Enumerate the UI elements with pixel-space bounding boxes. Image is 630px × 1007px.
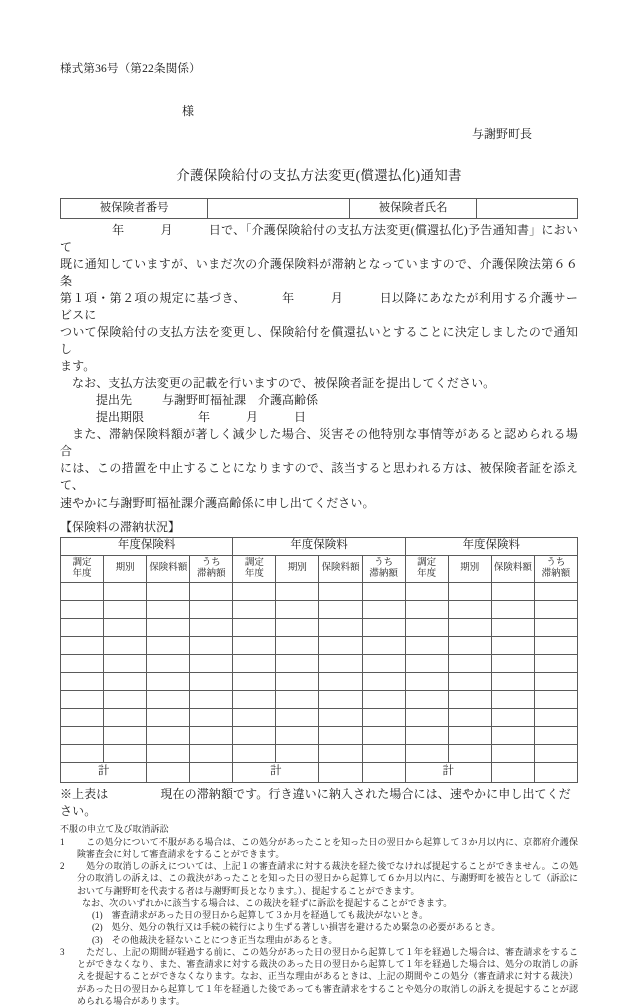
delinquency-cell[interactable] xyxy=(362,654,405,672)
delinquency-cell[interactable] xyxy=(491,672,534,690)
delinquency-cell[interactable] xyxy=(190,636,233,654)
appeal-item-1-number: 1 xyxy=(60,836,65,847)
delinquency-cell[interactable] xyxy=(362,744,405,762)
delinquency-cell[interactable] xyxy=(276,636,319,654)
appeal-item-1-line-2: 険審査会に対して審査請求をすることができます。 xyxy=(77,849,285,859)
delinquency-cell[interactable] xyxy=(319,726,362,744)
col-line1: 調定 xyxy=(417,558,437,569)
body-line-3 xyxy=(60,290,578,324)
total-label-3: 計 xyxy=(405,762,491,782)
delinquency-cell[interactable] xyxy=(147,600,190,618)
delinquency-cell[interactable] xyxy=(362,672,405,690)
cancellation-line-1: また、滞納保険料額が著しく減少した場合、災害その他特別な事情等があると認められる場合 xyxy=(60,427,578,459)
delinquency-cell[interactable] xyxy=(61,636,104,654)
table-row xyxy=(61,744,578,762)
delinquency-cell[interactable] xyxy=(534,726,577,744)
deadline-year-unit: 年 xyxy=(198,410,211,425)
delinquency-cell[interactable] xyxy=(319,708,362,726)
insured-person-table xyxy=(60,198,578,219)
delinquency-cell[interactable] xyxy=(405,582,448,600)
delinquency-cell[interactable] xyxy=(534,600,577,618)
delinquency-cell[interactable] xyxy=(233,582,276,600)
delinquency-cell[interactable] xyxy=(405,690,448,708)
column-header-premium-3: 保険料額 xyxy=(491,555,534,582)
delinquency-cell[interactable] xyxy=(276,690,319,708)
delinquency-cell[interactable] xyxy=(491,600,534,618)
insured-number-value[interactable] xyxy=(208,199,350,219)
delinquency-table-foot xyxy=(61,762,578,782)
note-rest: 現在の滞納額です。行き違いに納入された場合には、速やかに申し出てください。 xyxy=(60,786,571,818)
appeal-item-2-line-2: 分の取消しの訴えは、この裁決があったことを知った日の翌日から起算して６か月以内に、与謝野町を被告として（訴訟に xyxy=(77,873,578,884)
delinquency-cell[interactable] xyxy=(147,726,190,744)
delinquency-cell[interactable] xyxy=(276,582,319,600)
column-header-assessment-year-3 xyxy=(405,555,448,582)
table-row xyxy=(61,654,578,672)
col-line2: 年度 xyxy=(244,568,264,579)
delinquency-cell[interactable] xyxy=(448,654,491,672)
notice-body xyxy=(60,222,578,375)
total-row xyxy=(61,762,578,782)
col-line2: 滞納額 xyxy=(541,568,571,579)
column-header-term-3: 期別 xyxy=(448,555,491,582)
delinquency-cell[interactable] xyxy=(276,726,319,744)
total-overdue-3[interactable] xyxy=(534,762,577,782)
delinquency-cell[interactable] xyxy=(233,708,276,726)
delinquency-cell[interactable] xyxy=(491,726,534,744)
cancellation-line-2: には、この措置を中止することになりますので、該当すると思われる方は、被保険者証を添えて、 xyxy=(60,461,578,493)
delinquency-cell[interactable] xyxy=(534,744,577,762)
column-header-term-1: 期別 xyxy=(104,555,147,582)
delinquency-cell[interactable] xyxy=(147,636,190,654)
delinquency-cell[interactable] xyxy=(147,744,190,762)
submit-notice-paragraph: なお、支払方法変更の記載を行いますので、被保険者証を提出してください。 xyxy=(72,376,496,391)
table-row xyxy=(61,618,578,636)
delinquency-cell[interactable] xyxy=(233,636,276,654)
delinquency-cell[interactable] xyxy=(534,690,577,708)
delinquency-cell[interactable] xyxy=(448,690,491,708)
total-premium-1[interactable] xyxy=(147,762,190,782)
appeal-item-3-text xyxy=(77,946,578,1007)
delinquency-cell[interactable] xyxy=(362,600,405,618)
appeal-item-3-line-2: とができなくなり、また、審査請求に対する裁決のあった日の翌日から起算して１年を経過した場合は、処分の取消しの訴 xyxy=(77,959,578,970)
delinquency-cell[interactable] xyxy=(448,726,491,744)
appeal-section xyxy=(60,823,578,1007)
delinquency-cell[interactable] xyxy=(448,582,491,600)
delinquency-cell[interactable] xyxy=(362,582,405,600)
delinquency-cell[interactable] xyxy=(61,618,104,636)
insured-name-label: 被保険者氏名 xyxy=(350,199,477,219)
delinquency-cell[interactable] xyxy=(61,690,104,708)
delinquency-cell[interactable] xyxy=(233,690,276,708)
column-header-term-2: 期別 xyxy=(276,555,319,582)
delinquency-cell[interactable] xyxy=(319,618,362,636)
column-header-overdue-1 xyxy=(190,555,233,582)
delinquency-cell[interactable] xyxy=(362,636,405,654)
delinquency-table xyxy=(60,537,578,783)
month-unit: 月 xyxy=(160,223,173,237)
column-header-overdue-3 xyxy=(534,555,577,582)
col-line1: 調定 xyxy=(72,558,92,569)
delinquency-cell[interactable] xyxy=(319,636,362,654)
delinquency-cell[interactable] xyxy=(61,600,104,618)
body-line-5: ます。 xyxy=(60,359,96,374)
delinquency-cell[interactable] xyxy=(276,600,319,618)
table-row xyxy=(61,690,578,708)
delinquency-cell[interactable] xyxy=(233,744,276,762)
col-line1: うち xyxy=(374,558,394,569)
delinquency-cell[interactable] xyxy=(276,654,319,672)
body-line-1-rest: 日で、「介護保険給付の支払方法変更(償還払化)予告通知書」において xyxy=(60,223,578,255)
col-line1: 調定 xyxy=(244,558,264,569)
total-overdue-1[interactable] xyxy=(190,762,233,782)
total-label-1: 計 xyxy=(61,762,147,782)
body-line-1 xyxy=(60,222,578,256)
appeal-item-3-number: 3 xyxy=(60,946,65,957)
submit-deadline-label: 提出期限 xyxy=(96,410,145,425)
delinquency-cell[interactable] xyxy=(104,690,147,708)
appeal-item-2-line-1: 処分の取消しの訴えについては、上記１の審査請求に対する裁決を経た後でなければ提起することができません。この処 xyxy=(77,861,578,872)
delinquency-cell[interactable] xyxy=(61,582,104,600)
delinquency-cell[interactable] xyxy=(405,618,448,636)
appeal-subitem-1: (1) 審査請求があった日の翌日から起算して３か月を経過しても裁決がないとき。 xyxy=(92,910,428,921)
insured-name-value[interactable] xyxy=(476,199,577,219)
delinquency-cell[interactable] xyxy=(276,744,319,762)
delinquency-cell[interactable] xyxy=(405,636,448,654)
delinquency-cell[interactable] xyxy=(362,690,405,708)
delinquency-table-head xyxy=(61,537,578,582)
delinquency-cell[interactable] xyxy=(276,672,319,690)
column-header-assessment-year-2 xyxy=(233,555,276,582)
delinquency-cell[interactable] xyxy=(319,582,362,600)
delinquency-cell[interactable] xyxy=(104,600,147,618)
submit-destination-value: 与謝野町福祉課 介護高齢係 xyxy=(162,393,319,408)
appeal-item-3-line-3: えを提起することができなくなります。なお、正当な理由があるときは、上記の期間やこの処分（審査請求に対する裁決） xyxy=(77,971,578,982)
delinquency-cell[interactable] xyxy=(448,636,491,654)
table-row xyxy=(61,708,578,726)
delinquency-cell[interactable] xyxy=(405,744,448,762)
appeal-item-3-line-1: ただし、上記の期間が経過する前に、この処分があった日の翌日から起算して１年を経過した場合は、審査請求をするこ xyxy=(77,946,578,957)
delinquency-table-body xyxy=(61,582,578,762)
group-header-3: 年度保険料 xyxy=(405,537,577,555)
delinquency-cell[interactable] xyxy=(147,708,190,726)
delinquency-cell[interactable] xyxy=(190,744,233,762)
delinquency-cell[interactable] xyxy=(319,744,362,762)
delinquency-cell[interactable] xyxy=(405,654,448,672)
delinquency-cell[interactable] xyxy=(534,636,577,654)
body-line-3-rest: 日以降にあなたが利用する介護サービスに xyxy=(60,291,578,323)
delinquency-cell[interactable] xyxy=(190,618,233,636)
addressee-line: 様 xyxy=(182,104,195,118)
delinquency-cell[interactable] xyxy=(491,582,534,600)
table-row xyxy=(61,636,578,654)
table-row xyxy=(61,600,578,618)
delinquency-cell[interactable] xyxy=(362,618,405,636)
total-premium-3[interactable] xyxy=(491,762,534,782)
delinquency-cell[interactable] xyxy=(147,672,190,690)
body-line-4: ついて保険給付の支払方法を変更し、保険給付を償還払いとすることに決定しましたので通知し xyxy=(60,325,578,357)
delinquency-cell[interactable] xyxy=(448,708,491,726)
delinquency-cell[interactable] xyxy=(147,690,190,708)
delinquency-cell[interactable] xyxy=(448,744,491,762)
col-line2: 年度 xyxy=(417,568,437,579)
delinquency-cell[interactable] xyxy=(104,708,147,726)
delinquency-cell[interactable] xyxy=(190,582,233,600)
appeal-item-1-text xyxy=(77,836,578,860)
appeal-section-title: 不服の申立て及び取消訴訟 xyxy=(60,823,169,834)
delinquency-section-label: 【保険料の滞納状況】 xyxy=(60,519,181,534)
delinquency-cell[interactable] xyxy=(233,672,276,690)
delinquency-cell[interactable] xyxy=(491,708,534,726)
delinquency-cell[interactable] xyxy=(362,726,405,744)
total-overdue-2[interactable] xyxy=(362,762,405,782)
delinquency-cell[interactable] xyxy=(491,654,534,672)
table-row xyxy=(61,582,578,600)
delinquency-cell[interactable] xyxy=(448,672,491,690)
delinquency-cell[interactable] xyxy=(61,708,104,726)
deadline-month-unit: 月 xyxy=(246,410,259,425)
delinquency-cell[interactable] xyxy=(362,708,405,726)
delinquency-cell[interactable] xyxy=(104,582,147,600)
delinquency-cell[interactable] xyxy=(405,672,448,690)
delinquency-cell[interactable] xyxy=(534,672,577,690)
total-label-2: 計 xyxy=(233,762,319,782)
submit-destination-line xyxy=(60,392,578,409)
submit-destination-label: 提出先 xyxy=(96,393,133,408)
change-year-unit: 年 xyxy=(281,291,295,306)
cancellation-line-3: 速やかに与謝野町福祉課介護高齢係に申し出てください。 xyxy=(60,495,375,510)
delinquency-cell[interactable] xyxy=(104,618,147,636)
delinquency-cell[interactable] xyxy=(147,582,190,600)
delinquency-cell[interactable] xyxy=(405,726,448,744)
delinquency-cell[interactable] xyxy=(491,744,534,762)
body-line-3-a: 第１項・第２項の規定に基づき、 xyxy=(60,291,246,306)
delinquency-cell[interactable] xyxy=(405,600,448,618)
appeal-nao-text: なお、次のいずれかに該当する場合は、この裁決を経ずに訴訟を提起することができます。 xyxy=(82,897,453,908)
change-month-unit: 月 xyxy=(330,291,344,306)
note-prefix: ※上表は xyxy=(60,786,109,801)
appeal-item-2-text xyxy=(77,860,578,897)
submit-deadline-line xyxy=(60,409,578,426)
delinquency-cell[interactable] xyxy=(534,708,577,726)
appeal-item-1-line-1: この処分について不服がある場合は、この処分があったことを知った日の翌日から起算して３か月以内に、京都府介護保 xyxy=(77,836,578,847)
appeal-item-3-line-4: があった日の翌日から起算して１年を経過した後であっても審査請求をすることや処分の取消しの訴えを提起することが認 xyxy=(77,983,578,994)
delinquency-cell[interactable] xyxy=(233,726,276,744)
delinquency-cell[interactable] xyxy=(534,618,577,636)
delinquency-cell[interactable] xyxy=(190,600,233,618)
delinquency-cell[interactable] xyxy=(104,636,147,654)
deadline-day-unit: 日 xyxy=(294,410,307,425)
delinquency-cell[interactable] xyxy=(104,654,147,672)
appeal-item-2-number: 2 xyxy=(60,861,65,872)
appeal-item-3-line-5: められる場合があります。 xyxy=(77,995,185,1006)
delinquency-note xyxy=(60,785,578,819)
delinquency-cell[interactable] xyxy=(319,600,362,618)
group-header-1: 年度保険料 xyxy=(61,537,233,555)
delinquency-cell[interactable] xyxy=(147,618,190,636)
delinquency-cell[interactable] xyxy=(190,726,233,744)
delinquency-cell[interactable] xyxy=(104,726,147,744)
delinquency-cell[interactable] xyxy=(534,582,577,600)
delinquency-cell[interactable] xyxy=(233,618,276,636)
table-row xyxy=(61,672,578,690)
delinquency-cell[interactable] xyxy=(233,654,276,672)
column-header-premium-2: 保険料額 xyxy=(319,555,362,582)
body-line-2: 既に通知していますが、いまだ次の介護保険料が滞納となっていますので、介護保険法第６６条 xyxy=(60,257,578,289)
delinquency-cell[interactable] xyxy=(276,618,319,636)
delinquency-cell[interactable] xyxy=(491,636,534,654)
appeal-item-2-line-3: おいて与謝野町を代表する者は与謝野町長となります。）、提起することができます。 xyxy=(77,885,420,896)
col-line2: 滞納額 xyxy=(369,568,398,579)
delinquency-cell[interactable] xyxy=(319,672,362,690)
delinquency-cell[interactable] xyxy=(405,708,448,726)
delinquency-cell[interactable] xyxy=(448,618,491,636)
appeal-item-1 xyxy=(60,836,578,860)
delinquency-cell[interactable] xyxy=(147,654,190,672)
delinquency-cell[interactable] xyxy=(491,690,534,708)
column-header-row xyxy=(61,555,578,582)
col-line1: うち xyxy=(546,558,566,569)
appeal-subitem-3: (3) その他裁決を経ないことにつき正当な理由があるとき。 xyxy=(92,934,338,945)
delinquency-cell[interactable] xyxy=(61,672,104,690)
delinquency-cell[interactable] xyxy=(61,726,104,744)
form-number: 様式第36号（第22条関係） xyxy=(60,63,201,75)
cancellation-paragraph xyxy=(60,426,578,511)
column-header-assessment-year-1 xyxy=(61,555,104,582)
delinquency-cell[interactable] xyxy=(448,600,491,618)
delinquency-cell[interactable] xyxy=(190,672,233,690)
delinquency-cell[interactable] xyxy=(534,654,577,672)
column-header-premium-1: 保険料額 xyxy=(147,555,190,582)
appeal-item-2 xyxy=(60,860,578,897)
delinquency-cell[interactable] xyxy=(319,690,362,708)
delinquency-cell[interactable] xyxy=(190,690,233,708)
total-premium-2[interactable] xyxy=(319,762,362,782)
delinquency-cell[interactable] xyxy=(491,618,534,636)
table-row xyxy=(61,199,578,219)
delinquency-cell[interactable] xyxy=(61,744,104,762)
delinquency-cell[interactable] xyxy=(190,654,233,672)
page-title: 介護保険給付の支払方法変更(償還払化)通知書 xyxy=(176,168,462,183)
delinquency-cell[interactable] xyxy=(190,708,233,726)
table-row xyxy=(61,726,578,744)
issuer-name: 与謝野町長 xyxy=(471,127,532,141)
year-unit: 年 xyxy=(112,223,125,237)
group-header-row xyxy=(61,537,578,555)
appeal-subitem-2: (2) 処分、処分の執行又は手続の続行により生ずる著しい損害を避けるため緊急の必要があるとき。 xyxy=(92,922,501,933)
delinquency-cell[interactable] xyxy=(233,600,276,618)
group-header-2: 年度保険料 xyxy=(233,537,405,555)
insured-number-label: 被保険者番号 xyxy=(61,199,208,219)
col-line2: 年度 xyxy=(72,568,92,579)
column-header-overdue-2 xyxy=(362,555,405,582)
delinquency-cell[interactable] xyxy=(276,708,319,726)
delinquency-cell[interactable] xyxy=(104,672,147,690)
delinquency-cell[interactable] xyxy=(61,654,104,672)
delinquency-cell[interactable] xyxy=(319,654,362,672)
col-line1: うち xyxy=(201,558,221,569)
delinquency-cell[interactable] xyxy=(104,744,147,762)
col-line2: 滞納額 xyxy=(197,568,226,579)
appeal-item-3 xyxy=(60,946,578,1007)
